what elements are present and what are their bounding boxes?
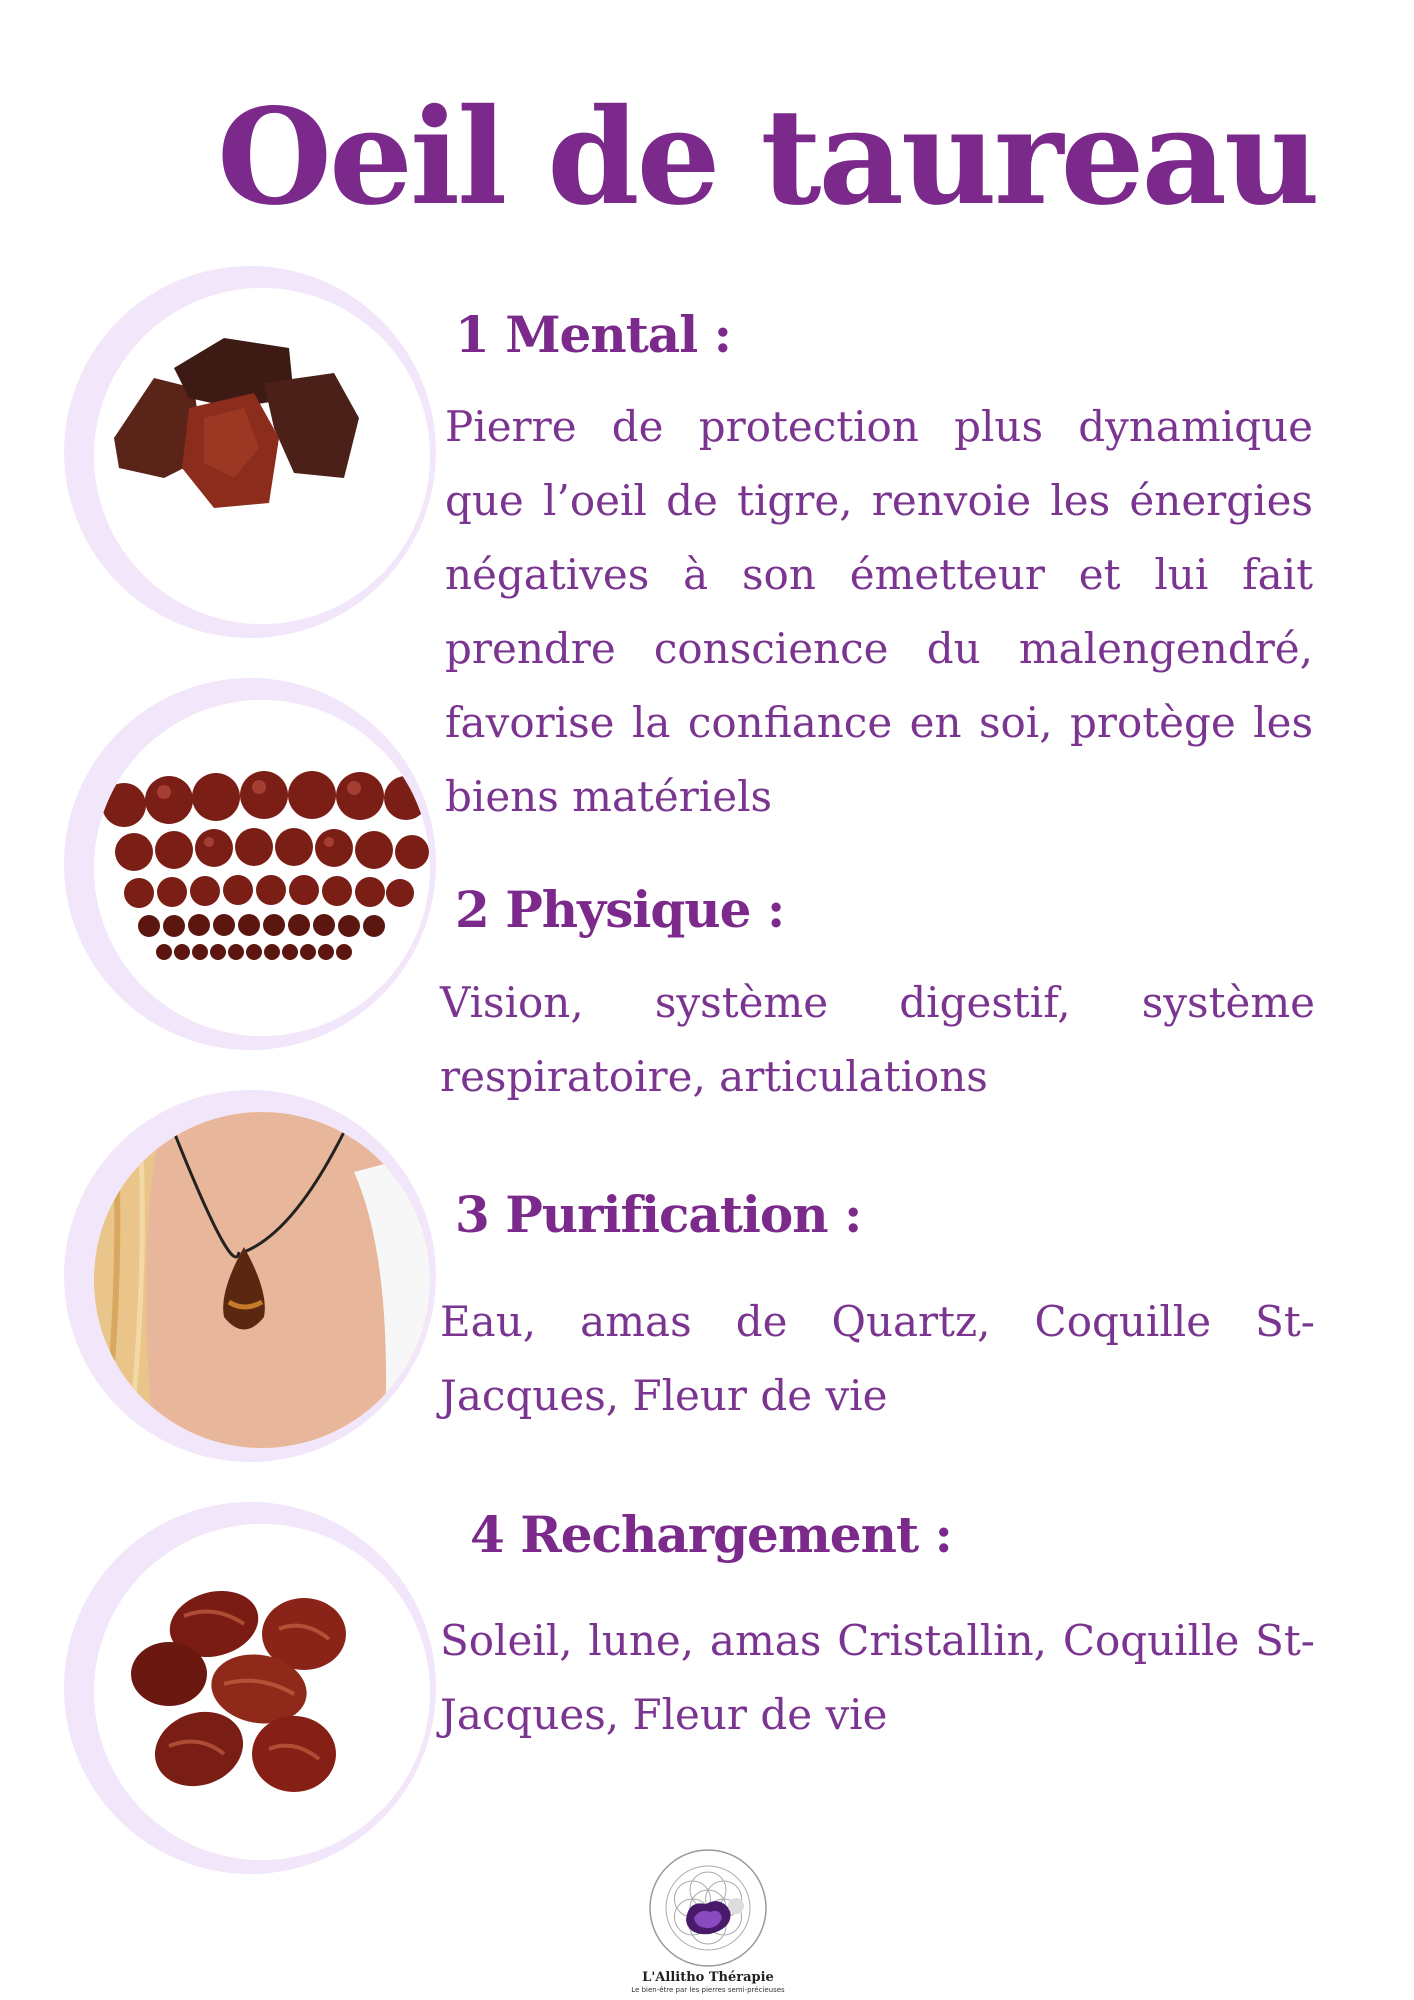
section-3-text: Eau, amas de Quartz, Coquille St-Jacques, Fleur de vie — [440, 1297, 1315, 1420]
section-2-image — [70, 684, 430, 1044]
flower-of-life-amethyst-logo — [648, 1848, 768, 1968]
section-1-heading: 1 Mental : — [455, 305, 732, 364]
section-4-heading: 4 Rechargement : — [470, 1505, 952, 1564]
tumbled-stones-photo — [94, 1524, 430, 1860]
section-1-text: Pierre de protection plus dynamique que l’oeil de tigre, renvoie les énergies négatives à son émetteur et lui fait prendre conscience du malengendré, favorise la confiance en soi, protège les biens matériels — [445, 402, 1313, 821]
section-3-image — [70, 1096, 430, 1456]
logo-tagline: Le bien-être par les pierres semi-précieuses — [631, 1986, 785, 1994]
section-4-text: Soleil, lune, amas Cristallin, Coquille St-Jacques, Fleur de vie — [440, 1616, 1315, 1739]
section-2-text: Vision, système digestif, système respiratoire, articulations — [440, 978, 1315, 1101]
logo-name: L'Allitho Thérapie — [642, 1970, 774, 1985]
raw-stones-photo — [94, 288, 430, 624]
section-1-image — [70, 272, 430, 632]
bead-strands-photo — [94, 700, 430, 1036]
pendant-necklace-photo — [94, 1112, 430, 1448]
section-2-heading: 2 Physique : — [455, 880, 785, 939]
section-3-heading: 3 Purification : — [455, 1185, 862, 1244]
section-4-image — [70, 1508, 430, 1868]
page-title: Oeil de taureau — [217, 80, 1317, 235]
